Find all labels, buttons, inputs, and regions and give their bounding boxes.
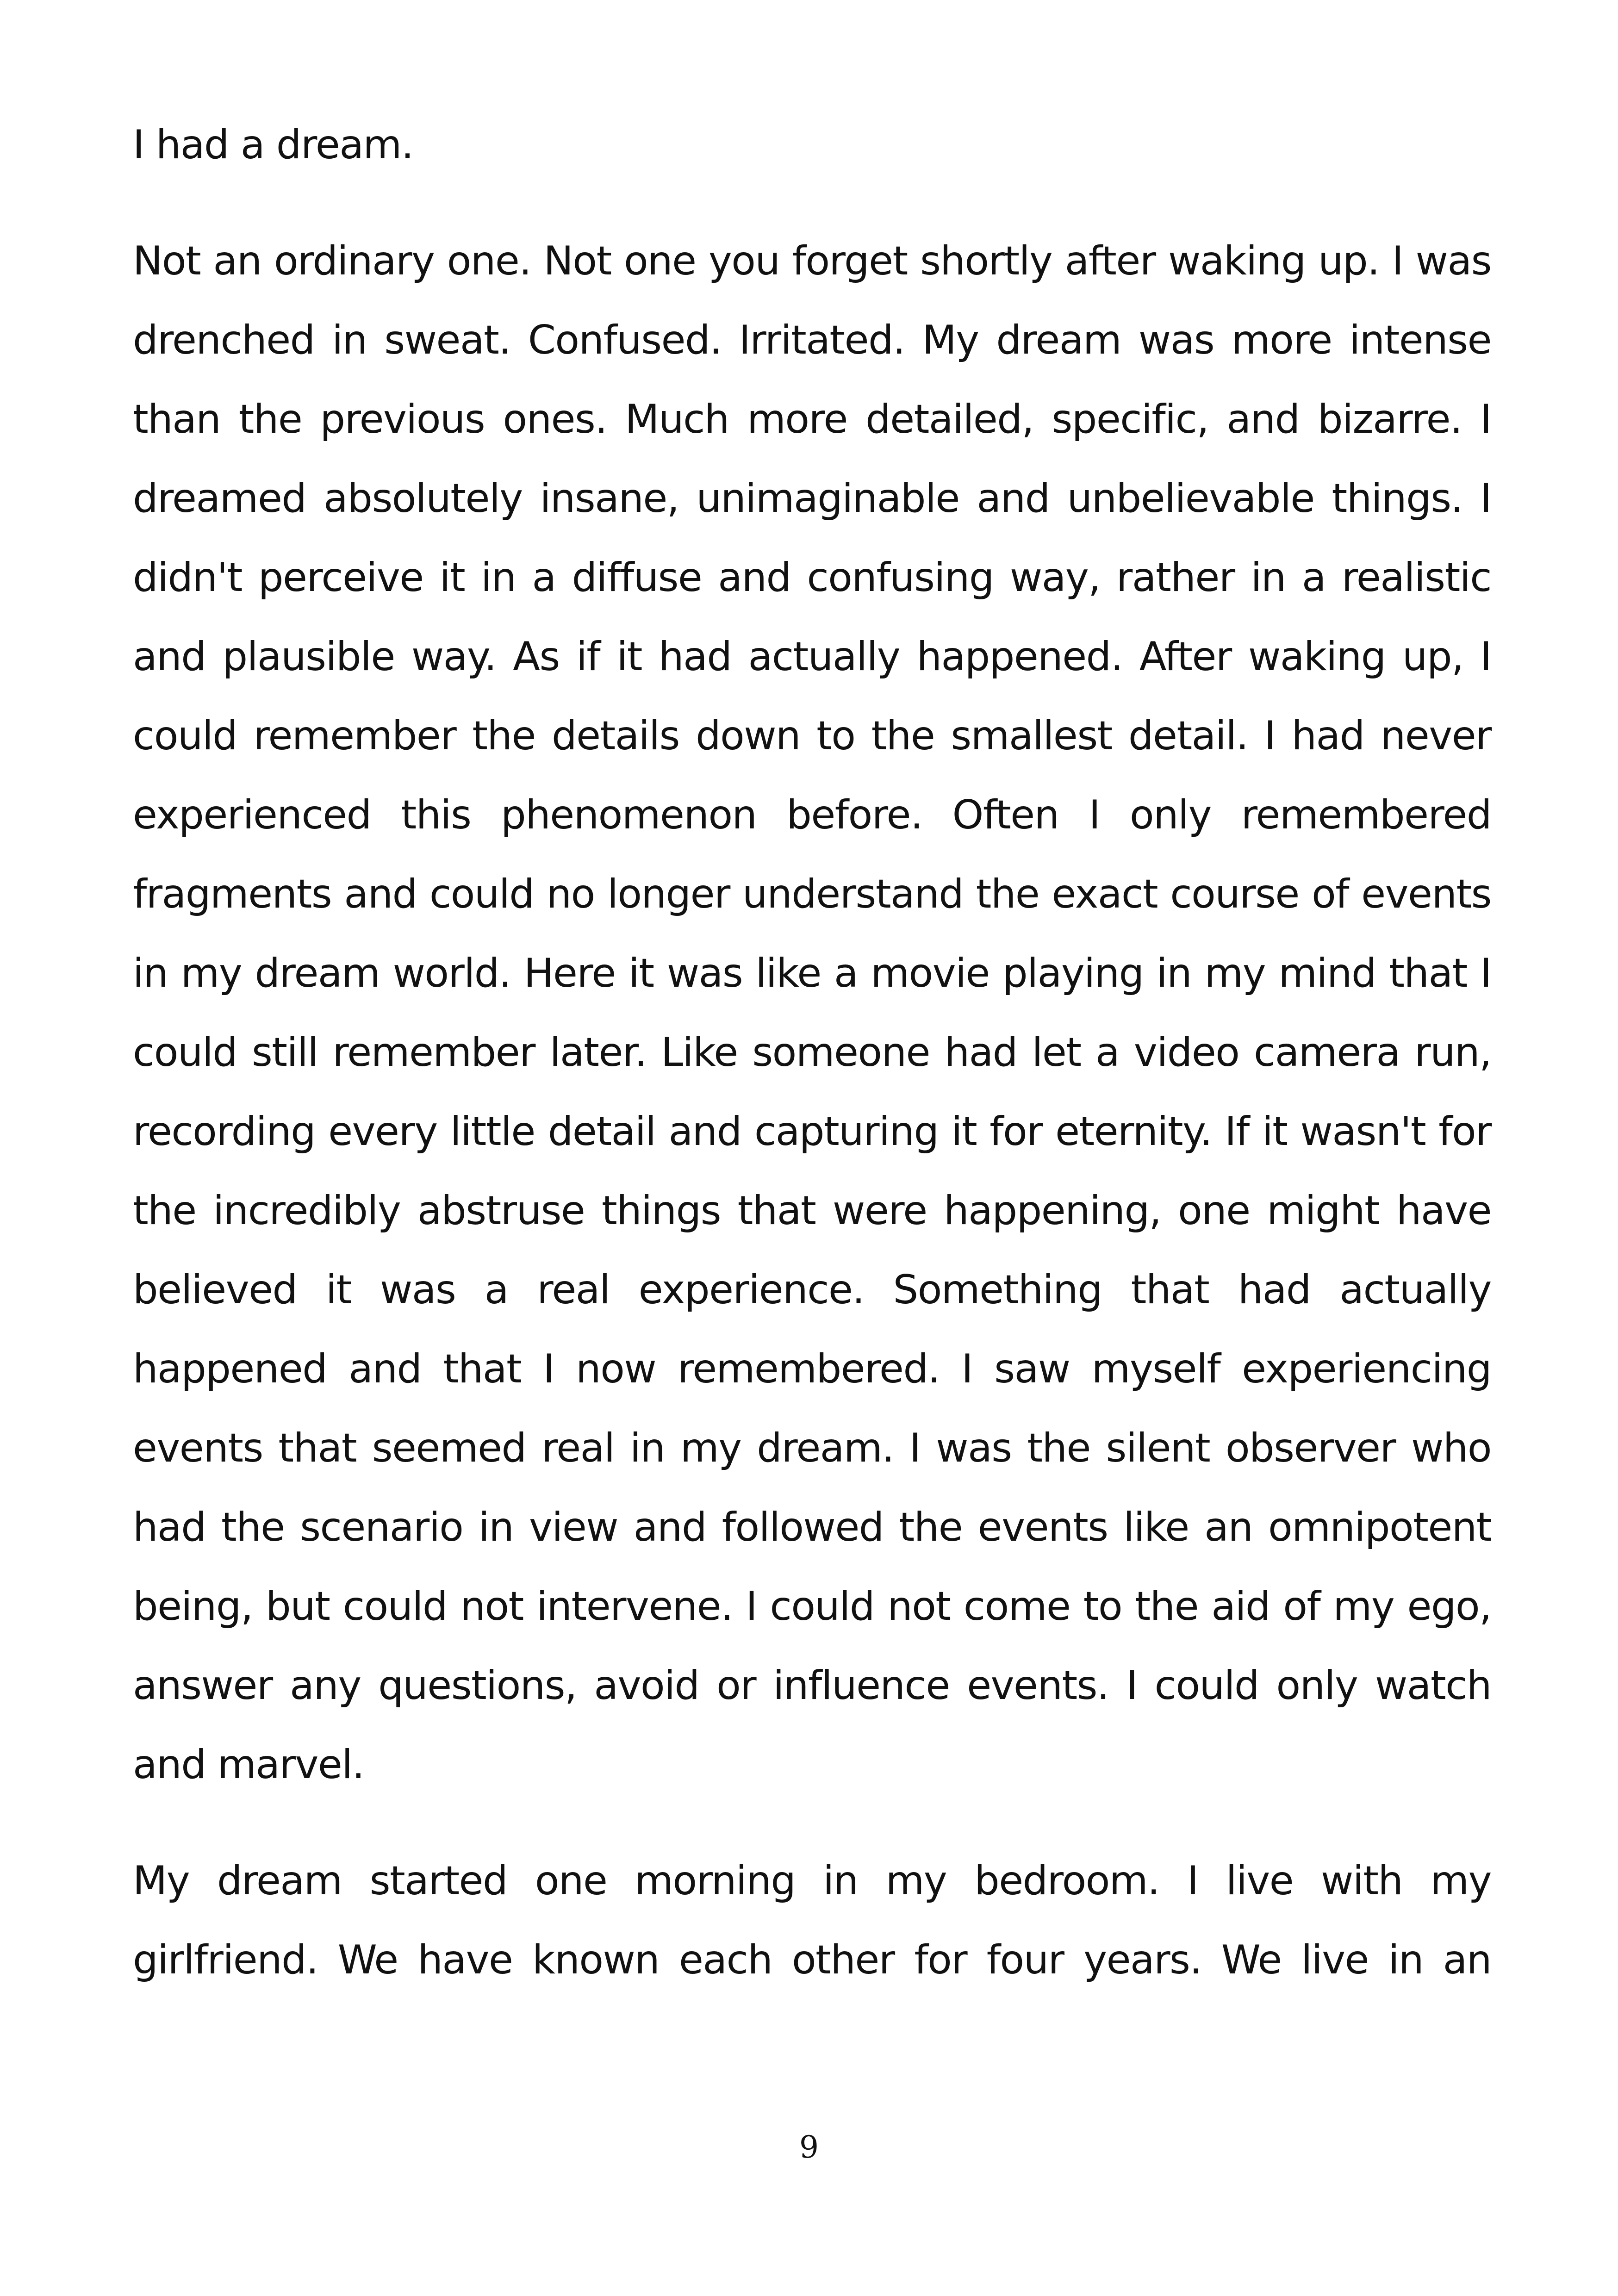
body-text xyxy=(133,106,1491,2037)
paragraph-2: Not an ordinary one. Not one you forget shortly after waking up. I was drenched in sweat. Confused. Irritated. My dream was more intense than the previous ones. Much more detailed, specific, and bizarre. I dreamed absolutely insane, unimaginable and unbelievable things. I didn't perceive it in a diffuse and confusing way, rather in a realistic and plausible way. As if it had actually happened. After waking up, I could remember the details down to the smallest detail. I had never experienced this phenomenon before. Often I only remembered fragments and could no longer understand the exact course of events in my dream world. Here it was like a movie playing in my mind that I could still remember later. Like someone had let a video camera run, recording every little detail and capturing it for eternity. If it wasn't for the incredibly abstruse things that were happening, one might have believed it was a real experience. Something that had actually happened and that I now remembered. I saw myself experiencing events that seemed real in my dream. I was the silent observer who had the scenario in view and followed the events like an omnipotent being, but could not intervene. I could not come to the aid of my ego, answer any questions, avoid or influence events. I could only watch and marvel. xyxy=(133,238,1491,1788)
paragraph-1: I had a dream. xyxy=(133,122,413,168)
page-number: 9 xyxy=(799,2129,819,2165)
paragraph-3: My dream started one morning in my bedroom. I live with my girlfriend. We have known each other for four years. We live in an xyxy=(133,1858,1491,1983)
